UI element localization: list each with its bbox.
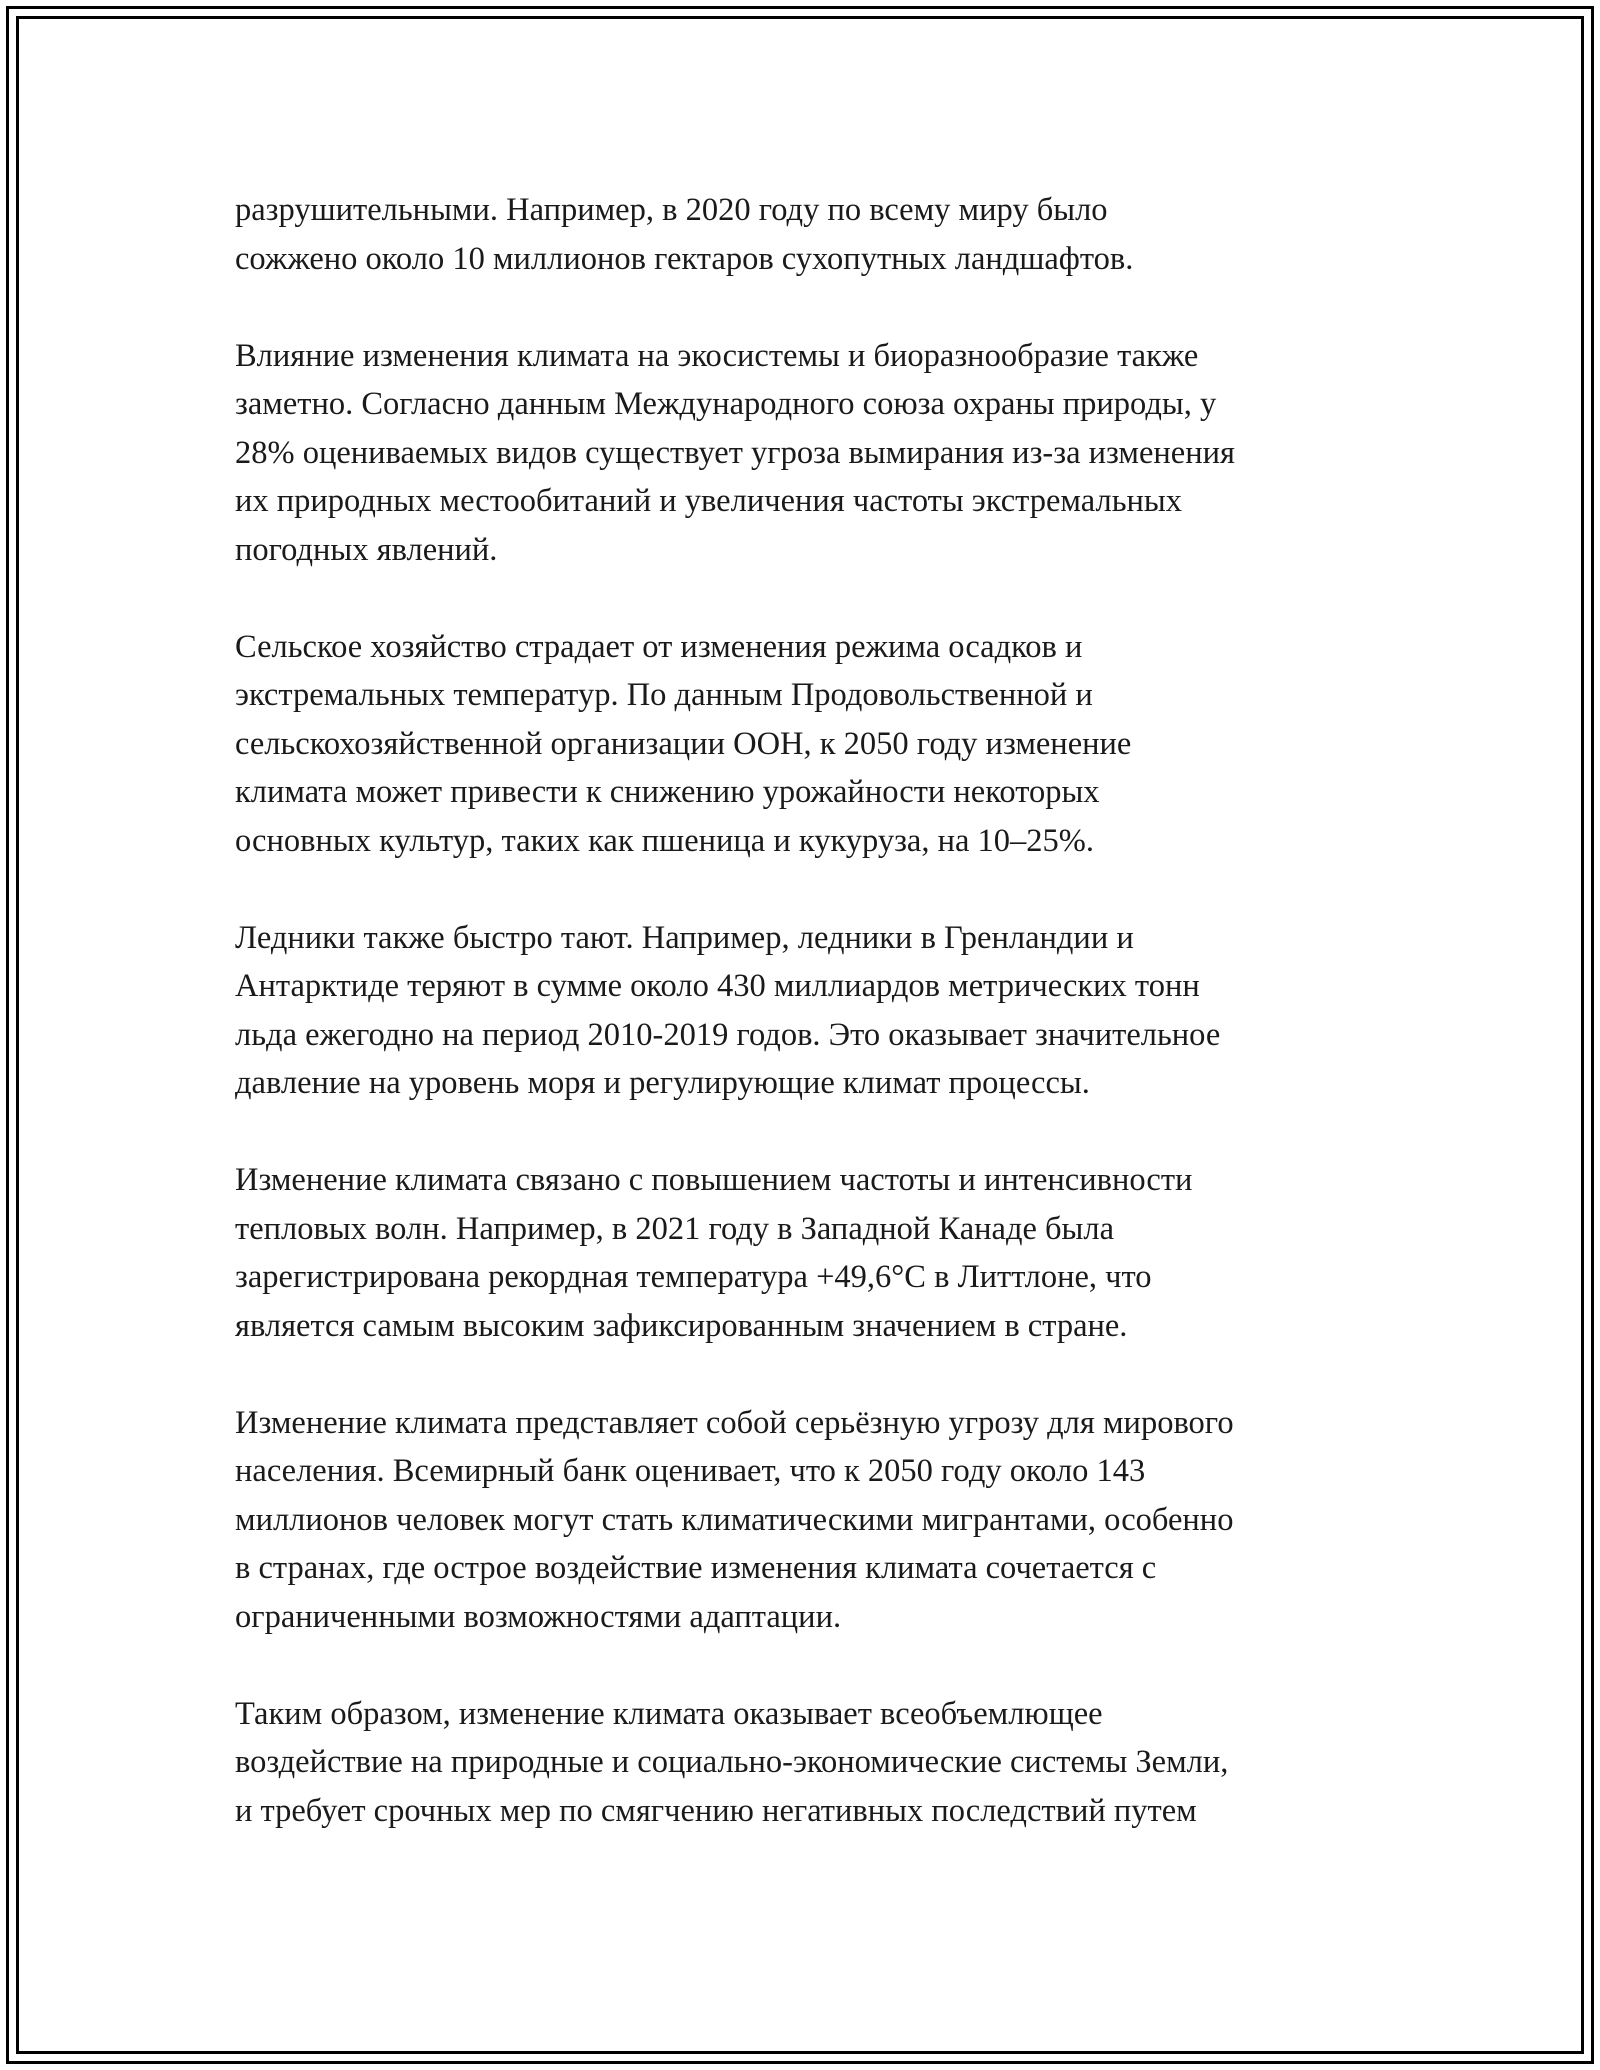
paragraph-biodiversity: [235, 332, 1385, 575]
text-line: миллионов человек могут стать климатическими мигрантами, особенно: [235, 1501, 1234, 1538]
text-line: Влияние изменения климата на экосистемы и биоразнообразие также: [235, 337, 1199, 374]
text-line: и требует срочных мер по смягчению негативных последствий путем: [235, 1792, 1197, 1829]
text-line: 28% оцениваемых видов существует угроза вымирания из-за изменения: [235, 434, 1235, 471]
text-line: является самым высоким зафиксированным значением в стране.: [235, 1307, 1128, 1344]
text-line: населения. Всемирный банк оценивает, что к 2050 году около 143: [235, 1453, 1146, 1489]
text-line: сожжено около 10 миллионов гектаров сухопутных ландшафтов.: [235, 240, 1134, 277]
paragraph-wildfires: [235, 186, 1385, 283]
text-line: льда ежегодно на период 2010-2019 годов. Это оказывает значительное: [235, 1016, 1221, 1053]
text-line: тепловых волн. Например, в 2021 году в Западной Канаде была: [235, 1210, 1115, 1247]
text-line: сельскохозяйственной организации ООН, к 2050 году изменение: [235, 725, 1132, 762]
text-line: Антарктиде теряют в сумме около 430 миллиардов метрических тонн: [235, 968, 1200, 1004]
text-line: Таким образом, изменение климата оказывает всеобъемлющее: [235, 1695, 1103, 1732]
text-line: заметно. Согласно данным Международного союза охраны природы, у: [235, 386, 1217, 422]
text-line: климата может привести к снижению урожайности некоторых: [235, 774, 1100, 810]
document-body: [235, 186, 1385, 1884]
text-line: ограниченными возможностями адаптации.: [235, 1598, 842, 1635]
paragraph-conclusion: [235, 1690, 1385, 1836]
text-line: Изменение климата представляет собой серьёзную угрозу для мирового: [235, 1404, 1234, 1441]
paragraph-agriculture: [235, 623, 1385, 866]
paragraph-glaciers: [235, 914, 1385, 1108]
paragraph-heatwaves: [235, 1156, 1385, 1350]
text-line: давление на уровень моря и регулирующие климат процессы.: [235, 1065, 1090, 1101]
text-line: экстремальных температур. По данным Продовольственной и: [235, 677, 1093, 713]
text-line: зарегистрирована рекордная температура +49,6°C в Литтлоне, что: [235, 1259, 1152, 1295]
text-line: разрушительными. Например, в 2020 году по всему миру было: [235, 192, 1108, 228]
text-line: в странах, где острое воздействие изменения климата сочетается с: [235, 1550, 1157, 1586]
text-line: воздействие на природные и социально-экономические системы Земли,: [235, 1744, 1229, 1780]
text-line: Сельское хозяйство страдает от изменения режима осадков и: [235, 628, 1083, 665]
text-line: основных культур, таких как пшеница и кукуруза, на 10–25%.: [235, 822, 1094, 859]
text-line: Ледники также быстро тают. Например, ледники в Гренландии и: [235, 919, 1134, 956]
paragraph-migration: [235, 1399, 1385, 1642]
text-line: Изменение климата связано с повышением частоты и интенсивности: [235, 1162, 1193, 1198]
text-line: их природных местообитаний и увеличения частоты экстремальных: [235, 483, 1183, 519]
text-line: погодных явлений.: [235, 531, 498, 568]
